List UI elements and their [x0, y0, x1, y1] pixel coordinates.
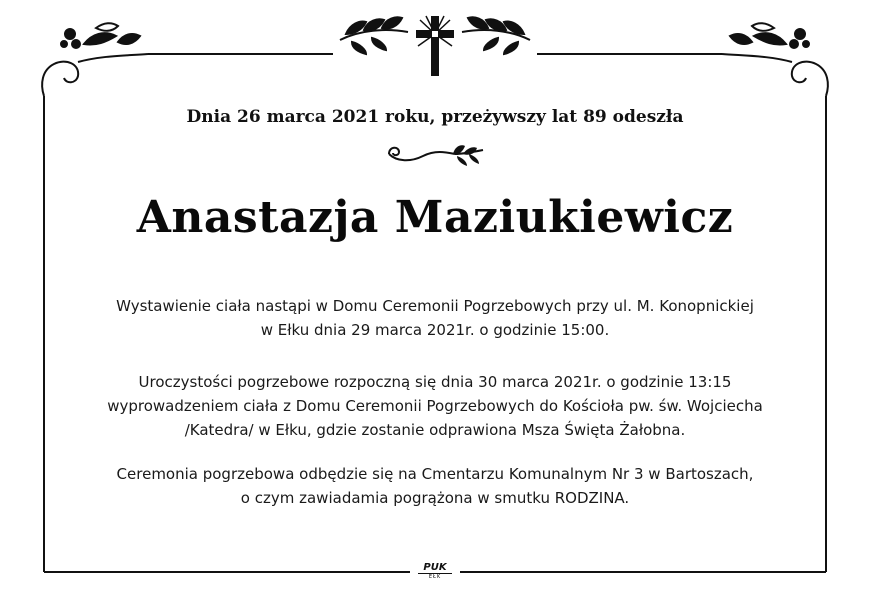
laurel-branch-icon: [462, 17, 530, 54]
death-date-line: Dnia 26 marca 2021 roku, przeżywszy lat 89 odeszła: [186, 107, 684, 127]
paragraph-line: o czym zawiadamia pogrążona w smutku RODZINA.: [240, 489, 630, 507]
paragraph-line: wyprowadzeniem ciała z Domu Ceremonii Pogrzebowych do Kościoła pw. św. Wojciecha: [107, 397, 763, 415]
viewing-paragraph: [50, 294, 820, 342]
puk-logo: [418, 563, 452, 580]
paragraph-line: Wystawienie ciała nastąpi w Domu Ceremonii Pogrzebowych przy ul. M. Konopnickiej: [116, 297, 754, 315]
laurel-branch-icon: [340, 17, 408, 54]
paragraph-line: Ceremonia pogrzebowa odbędzie się na Cmentarzu Komunalnym Nr 3 w Bartoszach,: [116, 465, 754, 483]
logo-sub-text: EŁK: [418, 573, 452, 580]
swirl-flourish-icon: [383, 140, 487, 168]
burial-paragraph: [50, 462, 820, 510]
corner-ornament-icon: [722, 23, 828, 96]
paragraph-line: Uroczystości pogrzebowe rozpoczną się dnia 30 marca 2021r. o godzinie 13:15: [138, 373, 732, 391]
corner-ornament-icon: [42, 23, 148, 96]
paragraph-line: w Ełku dnia 29 marca 2021r. o godzinie 15:00.: [260, 321, 610, 339]
logo-main-text: PUK: [423, 562, 447, 573]
paragraph-line: /Katedra/ w Ełku, gdzie zostanie odprawiona Msza Święta Żałobna.: [184, 421, 686, 439]
cross-icon: [416, 16, 454, 76]
deceased-name: Anastazja Maziukiewicz: [136, 192, 734, 243]
funeral-paragraph: [50, 370, 820, 442]
